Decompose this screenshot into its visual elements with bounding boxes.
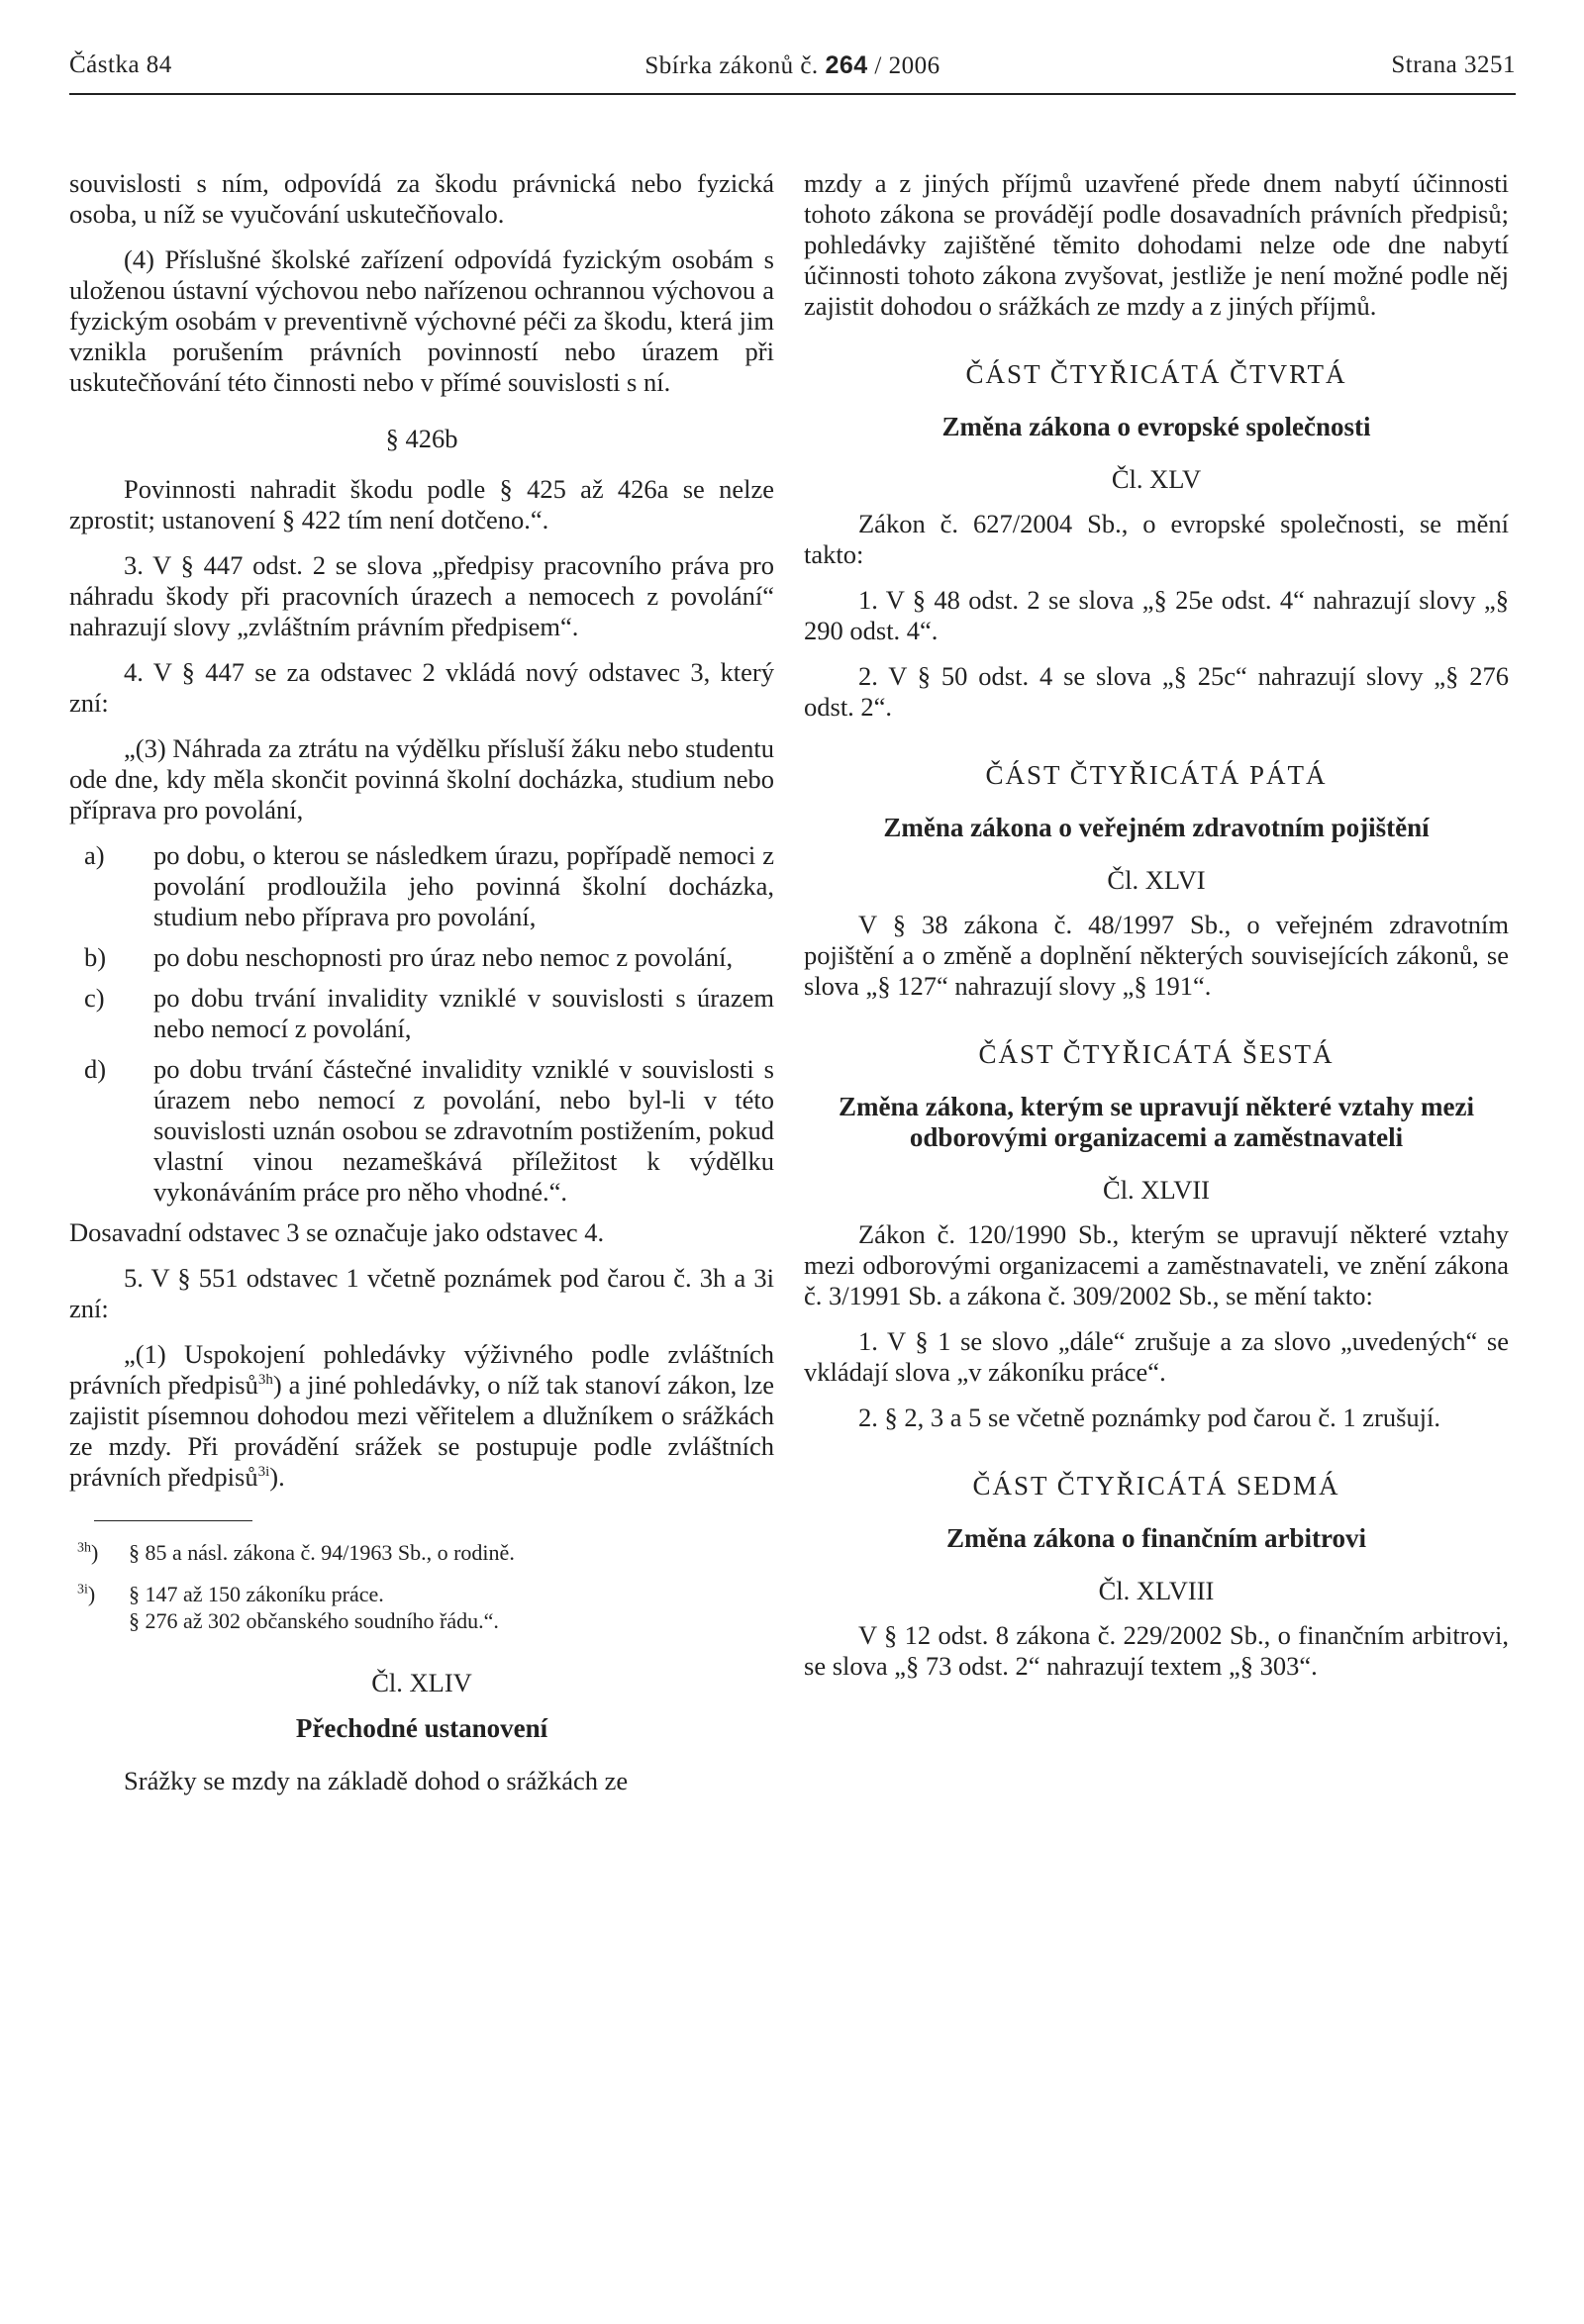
- section-heading-426b: § 426b: [385, 424, 458, 453]
- list-item-label: d): [84, 1054, 107, 1084]
- paragraph: Zákon č. 120/1990 Sb., kterým se upravují některé vztahy mezi odborovými organizacemi a zaměstnavateli, ve znění zákona č. 3/1991 Sb. a zákona č. 309/2002 Sb., se mění takto:: [804, 1219, 1509, 1310]
- paragraph: V § 12 odst. 8 zákona č. 229/2002 Sb., o finančním arbitrovi, se slova „§ 73 odst. 2“ nahrazují textem „§ 303“.: [804, 1620, 1509, 1681]
- paragraph: V § 38 zákona č. 48/1997 Sb., o veřejném zdravotním pojištění a o změně a doplnění některých souvisejících zákonů, se slova „§ 127“ nahrazují slovy „§ 191“.: [804, 910, 1509, 1001]
- footnote-text: § 85 a násl. zákona č. 94/1963 Sb., o rodině.: [129, 1540, 515, 1565]
- item-list: [69, 840, 774, 1208]
- text-segment: ).: [269, 1462, 285, 1492]
- paragraph: Srážky se mzdy na základě dohod o srážkách ze: [124, 1766, 629, 1795]
- list-item-label: a): [84, 840, 105, 870]
- footnote-mark: 3h: [77, 1540, 91, 1556]
- part-heading: ČÁST ČTYŘICÁTÁ SEDMÁ: [972, 1471, 1340, 1501]
- part-title: Změna zákona o finančním arbitrovi: [945, 1523, 1367, 1553]
- list-item-text: po dobu trvání invalidity vzniklé v souvislosti s úrazem nebo nemocí z povolání,: [153, 983, 774, 1043]
- header-year: / 2006: [874, 52, 940, 79]
- paragraph: Povinnosti nahradit škodu podle § 425 až 426a se nelze zprostit; ustanovení § 422 tím není dotčeno.“.: [69, 474, 774, 534]
- paragraph: mzdy a z jiných příjmů uzavřené přede dnem nabytí účinnosti tohoto zákona se provádějí podle dosavadních právních předpisů; pohledávky zajištěné těmito dohodami nelze ode dne nabytí účinnosti tohoto zákona zvyšovat, jestliže je není možné podle něj zajistit dohodou o srážkách ze mzdy a z jiných příjmů.: [804, 168, 1509, 321]
- amendment-point: 1. V § 1 se slovo „dále“ zrušuje a za slovo „uvedených“ se vkládají slova „v zákoníku práce“.: [804, 1326, 1509, 1387]
- paragraph: (4) Příslušné školské zařízení odpovídá fyzickým osobám s uloženou ústavní výchovou nebo nařízenou ochrannou výchovou a fyzickým osobám v preventivně výchovné péči za škodu, která jim vznikla porušením právních povinností nebo úrazem při uskutečňování této činnosti nebo v přímé souvislosti s ní.: [69, 244, 774, 397]
- header-law-number: 264: [825, 51, 868, 79]
- footnote-ref: 3i: [257, 1464, 270, 1481]
- part-heading: ČÁST ČTYŘICÁTÁ PÁTÁ: [985, 760, 1328, 790]
- list-item-text: po dobu, o kterou se následkem úrazu, popřípadě nemoci z povolání prodloužila jeho povinná školní docházka, studium nebo příprava pro povolání,: [153, 840, 774, 931]
- header-page-number: Strana 3251: [1391, 51, 1516, 78]
- part-title: Změna zákona o veřejném zdravotním pojištění: [883, 813, 1430, 842]
- amendment-point: 3. V § 447 odst. 2 se slova „předpisy pracovního práva pro náhradu škody při pracovních úrazech a nemocech z povolání“ nahrazují slovy „zvláštním právním předpisem“.: [69, 550, 774, 641]
- article-heading: Čl. XLV: [1111, 464, 1202, 494]
- list-item: [69, 840, 774, 932]
- footnote-text: § 276 až 302 občanského soudního řádu.“.: [129, 1608, 499, 1633]
- header-collection: [69, 51, 1516, 80]
- article-heading: Čl. XLVII: [1103, 1175, 1210, 1205]
- paragraph: [69, 1339, 774, 1493]
- list-item-text: po dobu neschopnosti pro úraz nebo nemoc z povolání,: [153, 942, 734, 972]
- header-collection-prefix: Sbírka zákonů č.: [644, 52, 819, 79]
- header-issue: Částka 84: [69, 51, 172, 78]
- list-item-label: b): [84, 942, 107, 972]
- article-title: Přechodné ustanovení: [295, 1713, 548, 1743]
- article-heading: Čl. XLVI: [1107, 865, 1206, 895]
- part-heading: ČÁST ČTYŘICÁTÁ ČTVRTÁ: [965, 359, 1347, 389]
- paragraph: Zákon č. 627/2004 Sb., o evropské společnosti, se mění takto:: [804, 509, 1509, 569]
- paragraph: souvislosti s ním, odpovídá za škodu právnická nebo fyzická osoba, u níž se vyučování uskutečňovalo.: [69, 168, 774, 229]
- footnote: $^{3h}$) § 85 a násl. zákona č. 94/1963 Sb., o rodině.: [77, 1540, 515, 1565]
- right-column: [804, 168, 1509, 1696]
- article-heading: Čl. XLIV: [371, 1668, 472, 1697]
- text-segment: „(1) Uspokojení pohledávky výživného podle zvláštních právních předpisů: [69, 1339, 774, 1400]
- footnote-text: § 147 až 150 zákoníku práce.: [129, 1582, 384, 1606]
- page-header: [69, 48, 1516, 95]
- article-heading: Čl. XLVIII: [1098, 1576, 1215, 1605]
- part-heading: ČÁST ČTYŘICÁTÁ ŠESTÁ: [978, 1039, 1335, 1069]
- list-item: [69, 942, 774, 973]
- footnote-ref: 3h: [257, 1372, 273, 1389]
- footnote-divider: [94, 1520, 252, 1521]
- list-item: [69, 1054, 774, 1208]
- amendment-point: 2. V § 50 odst. 4 se slova „§ 25c“ nahrazují slovy „§ 276 odst. 2“.: [804, 661, 1509, 722]
- part-title: Změna zákona, kterým se upravují některé vztahy mezi odborovými organizacemi a zaměstnavateli: [839, 1092, 1474, 1152]
- amendment-point: 2. § 2, 3 a 5 se včetně poznámky pod čarou č. 1 zrušují.: [858, 1403, 1440, 1432]
- list-item: [69, 983, 774, 1044]
- paragraph: „(3) Náhrada za ztrátu na výdělku přísluší žáku nebo studentu ode dne, kdy měla skončit povinná školní docházka, studium nebo příprava pro povolání,: [69, 733, 774, 824]
- paragraph: Dosavadní odstavec 3 se označuje jako odstavec 4.: [69, 1217, 605, 1247]
- left-column: [69, 168, 774, 1811]
- footnote: $^{3i}$) § 147 až 150 zákoníku práce. § 276 až 302 občanského soudního řádu.“.: [69, 1581, 774, 1634]
- amendment-point: 4. V § 447 se za odstavec 2 vkládá nový odstavec 3, který zní:: [69, 657, 774, 718]
- part-title: Změna zákona o evropské společnosti: [941, 412, 1371, 441]
- list-item-text: po dobu trvání částečné invalidity vzniklé v souvislosti s úrazem nebo nemocí z povolání, nebo byl-li v této souvislosti uznán osobou se zdravotním postižením, pokud vlastní vinou nezameškává příležitost k výdělku vykonáváním práce pro něho vhodné.“.: [153, 1054, 774, 1207]
- amendment-point: 1. V § 48 odst. 2 se slova „§ 25e odst. 4“ nahrazují slovy „§ 290 odst. 4“.: [804, 585, 1509, 645]
- list-item-label: c): [84, 983, 105, 1013]
- footnote-mark: 3i: [77, 1582, 88, 1598]
- amendment-point: 5. V § 551 odstavec 1 včetně poznámek pod čarou č. 3h a 3i zní:: [69, 1263, 774, 1323]
- text-segment: ) a jiné pohledávky, o níž tak stanoví zákon, lze zajistit písemnou dohodou mezi věřitelem a dlužníkem o srážkách ze mzdy. Při provádění srážek se postupuje podle zvláštních právních předpisů: [69, 1370, 774, 1492]
